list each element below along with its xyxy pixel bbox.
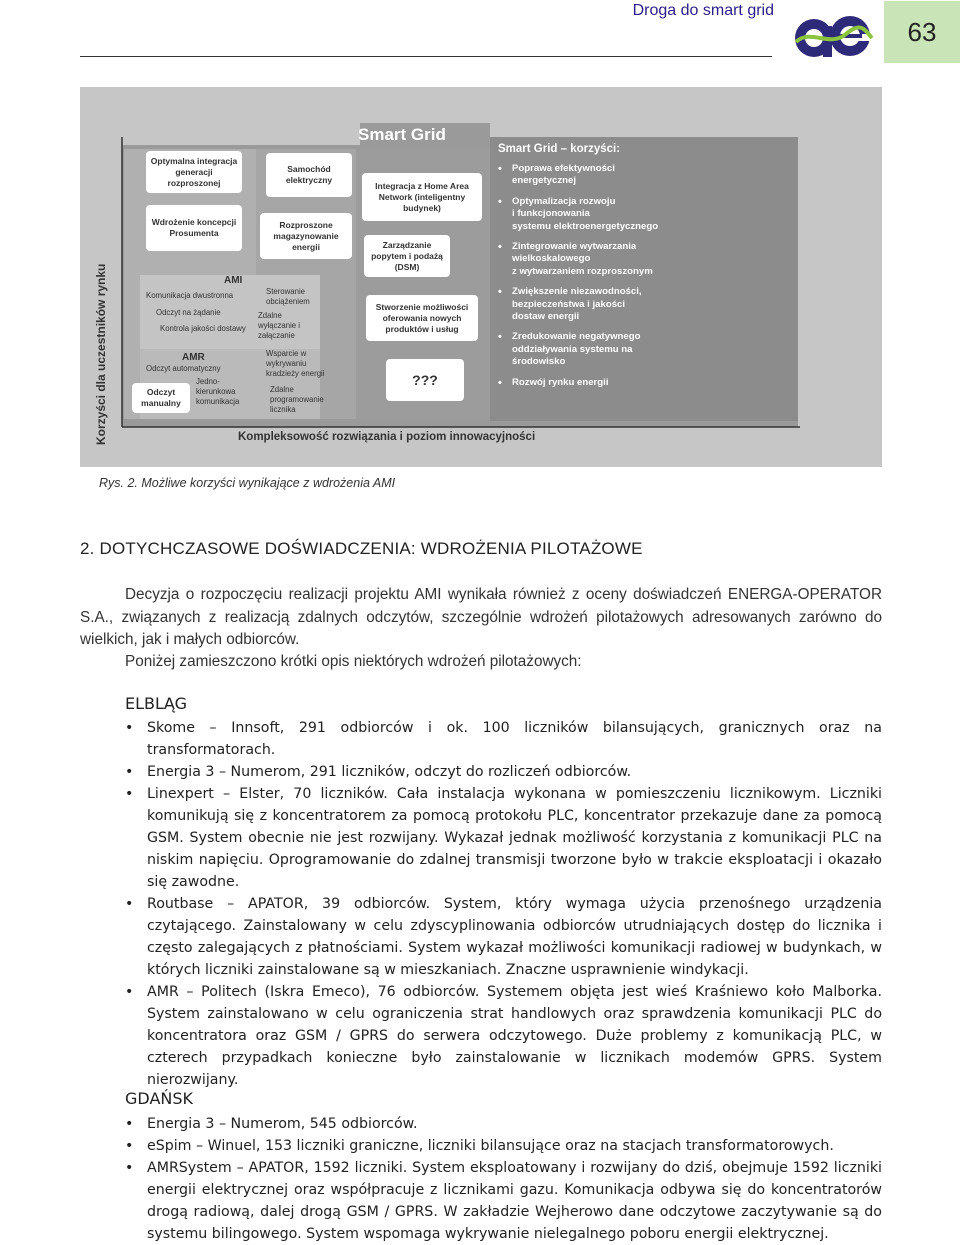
box-prosument: Wdrożenie koncepcji Prosumenta bbox=[146, 205, 242, 251]
ami-right-2: Zdalne wyłączanie i załączanie bbox=[258, 311, 301, 340]
question-marks: ??? bbox=[412, 371, 438, 388]
list-item: • Energia 3 – Numerom, 545 odbiorców. bbox=[125, 1113, 882, 1135]
amr-heading: AMR bbox=[182, 352, 205, 363]
elblag-list bbox=[125, 717, 882, 1091]
figure-title: Smart Grid bbox=[358, 125, 446, 144]
box-question bbox=[386, 359, 464, 401]
benefit-item: • Poprawa efektywności energetycznej bbox=[498, 163, 798, 188]
section-title: 2. DOTYCHCZASOWE DOŚWIADCZENIA: WDROŻENIA PILOTAŻOWE bbox=[80, 539, 643, 558]
header-rule bbox=[80, 56, 772, 57]
intro-paragraph: Decyzja o rozpoczęciu realizacji projektu AMI wynikała również z oceny doświadczeń ENERGA-OPERATOR S.A., związanych z realizacją zdalnych odczytów, szczególnie wdrożeń pilotażowych adresowanych zarówno do wielkich, jak i małych odbiorców. bbox=[80, 586, 882, 648]
benefit-item: • Optymalizacja rozwoju i funkcjonowania systemu elektroenergetycznego bbox=[498, 196, 798, 233]
benefit-item: • Zintegrowanie wytwarzania wielkoskalowego z wytwarzaniem rozproszonym bbox=[498, 241, 798, 278]
box-integracja-generacji: Optymalna integracja generacji rozproszonej bbox=[146, 151, 242, 193]
city-heading-elblag: ELBLĄG bbox=[125, 694, 187, 713]
ami-heading: AMI bbox=[224, 275, 243, 286]
box-home-area-network: Integracja z Home Area Network (inteligentny budynek) bbox=[362, 173, 482, 221]
benefits-list bbox=[498, 163, 798, 389]
x-axis-label: Kompleksowość rozwiązania i poziom innowacyjności bbox=[238, 431, 536, 443]
figure-caption: Rys. 2. Możliwe korzyści wynikające z wdrożenia AMI bbox=[99, 476, 396, 490]
list-item: • Skome – Innsoft, 291 odbiorców i ok. 100 liczników bilansujących, granicznych oraz na transformatorach. bbox=[125, 717, 882, 761]
list-item: • Linexpert – Elster, 70 liczników. Cała instalacja wykonana w pomieszczeniu licznikowym. Liczniki komunikują się z koncentratorem za pomocą protokołu PLC, koncentrator przekazuje dane za pomocą GSM. System obecnie nie jest rozwijany. Wykazał jednak możliwość korzystania z komunikacji PLC na niskim napięciu. Oprogramowanie do zdalnej transmisji tworzone było w trakcie eksploatacji i okazało się zawodne. bbox=[125, 783, 882, 893]
city-heading-gdansk: GDAŃSK bbox=[125, 1089, 193, 1108]
running-header-title: Droga do smart grid bbox=[632, 2, 774, 19]
amr-item-1: Odczyt automatyczny bbox=[146, 364, 221, 373]
list-item: • Routbase – APATOR, 39 odbiorców. System, który wymaga użycia przenośnego urządzenia czytającego. Zainstalowany w celu zdyscyplinowania odbiorców utrudniających dostęp do licznika i często zalegających z płatnościami. System wykazał możliwości komunikacji radiowej w budynkach, w których liczniki zainstalowane są w mieszkaniach. Znaczne usprawnienie windykacji. bbox=[125, 893, 882, 981]
box-nowe-produkty: Stworzenie możliwości oferowania nowych produktów i usług bbox=[366, 295, 478, 341]
box-dsm: Zarządzanie popytem i podażą (DSM) bbox=[364, 235, 450, 277]
benefit-item: • Zwiększenie niezawodności, bezpieczeństwa i jakości dostaw energii bbox=[498, 286, 798, 323]
page-number: 63 bbox=[884, 1, 960, 63]
ami-right-1: Sterowanie obciążeniem bbox=[266, 287, 310, 306]
benefit-item: • Rozwój rynku energii bbox=[498, 377, 798, 389]
lead-in-paragraph: Poniżej zamieszczono krótki opis niektórych wdrożeń pilotażowych: bbox=[125, 653, 582, 670]
amr-item-2: Jedno-kierunkowa komunikacja bbox=[196, 377, 240, 406]
gdansk-list bbox=[125, 1113, 882, 1245]
smart-grid-figure bbox=[80, 87, 882, 467]
ami-item-2: Odczyt na żądanie bbox=[156, 308, 221, 317]
ae-logo-icon bbox=[790, 8, 876, 60]
list-item: • eSpim – Winuel, 153 liczniki graniczne, liczniki bilansujące oraz na stacjach transformatorowych. bbox=[125, 1135, 882, 1157]
box-samochod-elektryczny: Samochód elektryczny bbox=[266, 153, 352, 197]
benefits-title: Smart Grid – korzyści: bbox=[498, 143, 621, 155]
box-magazynowanie: Rozproszone magazynowanie energii bbox=[260, 213, 352, 259]
list-item: • AMR – Politech (Iskra Emeco), 76 odbiorców. Systemem objęta jest wieś Kraśniewo koło Malborka. System zainstalowano w celu ograniczenia strat handlowych oraz sprawdzenia komunikacji PLC do koncentratora oraz GSM / GPRS do serwera odczytowego. Duże problemy z komunikacją PLC, w czterech przypadkach konieczne było zainstalowanie w licznikach modemów GPRS. System nierozwijany. bbox=[125, 981, 882, 1091]
list-item: • AMRSystem – APATOR, 1592 liczniki. System eksploatowany i rozwijany do dziś, obejmuje 1592 liczniki energii elektrycznej oraz współpracuje z licznikami gazu. Komunikacja odbywa się do koncentratorów drogą radiową, dalej drogą GSM / GPRS. W zakładzie Wejherowo dane odczytowe zaczytywanie są do systemu bilingowego. System wspomaga wykrywanie nielegalnego poboru energii elektrycznej. bbox=[125, 1157, 882, 1245]
amr-right-1: Wsparcie w wykrywaniu kradzieży energii bbox=[266, 349, 325, 378]
ami-item-1: Komunikacja dwustronna bbox=[146, 291, 234, 300]
ami-item-3: Kontrola jakości dostawy bbox=[160, 324, 246, 333]
amr-right-2: Zdalne programowanie licznika bbox=[270, 385, 324, 414]
box-odczyt-manualny: Odczyt manualny bbox=[132, 383, 190, 413]
list-item: • Energia 3 – Numerom, 291 liczników, odczyt do rozliczeń odbiorców. bbox=[125, 761, 882, 783]
y-axis-label: Korzyści dla uczestników rynku bbox=[94, 263, 108, 445]
benefit-item: • Zredukowanie negatywnego oddziaływania systemu na środowisko bbox=[498, 331, 798, 368]
